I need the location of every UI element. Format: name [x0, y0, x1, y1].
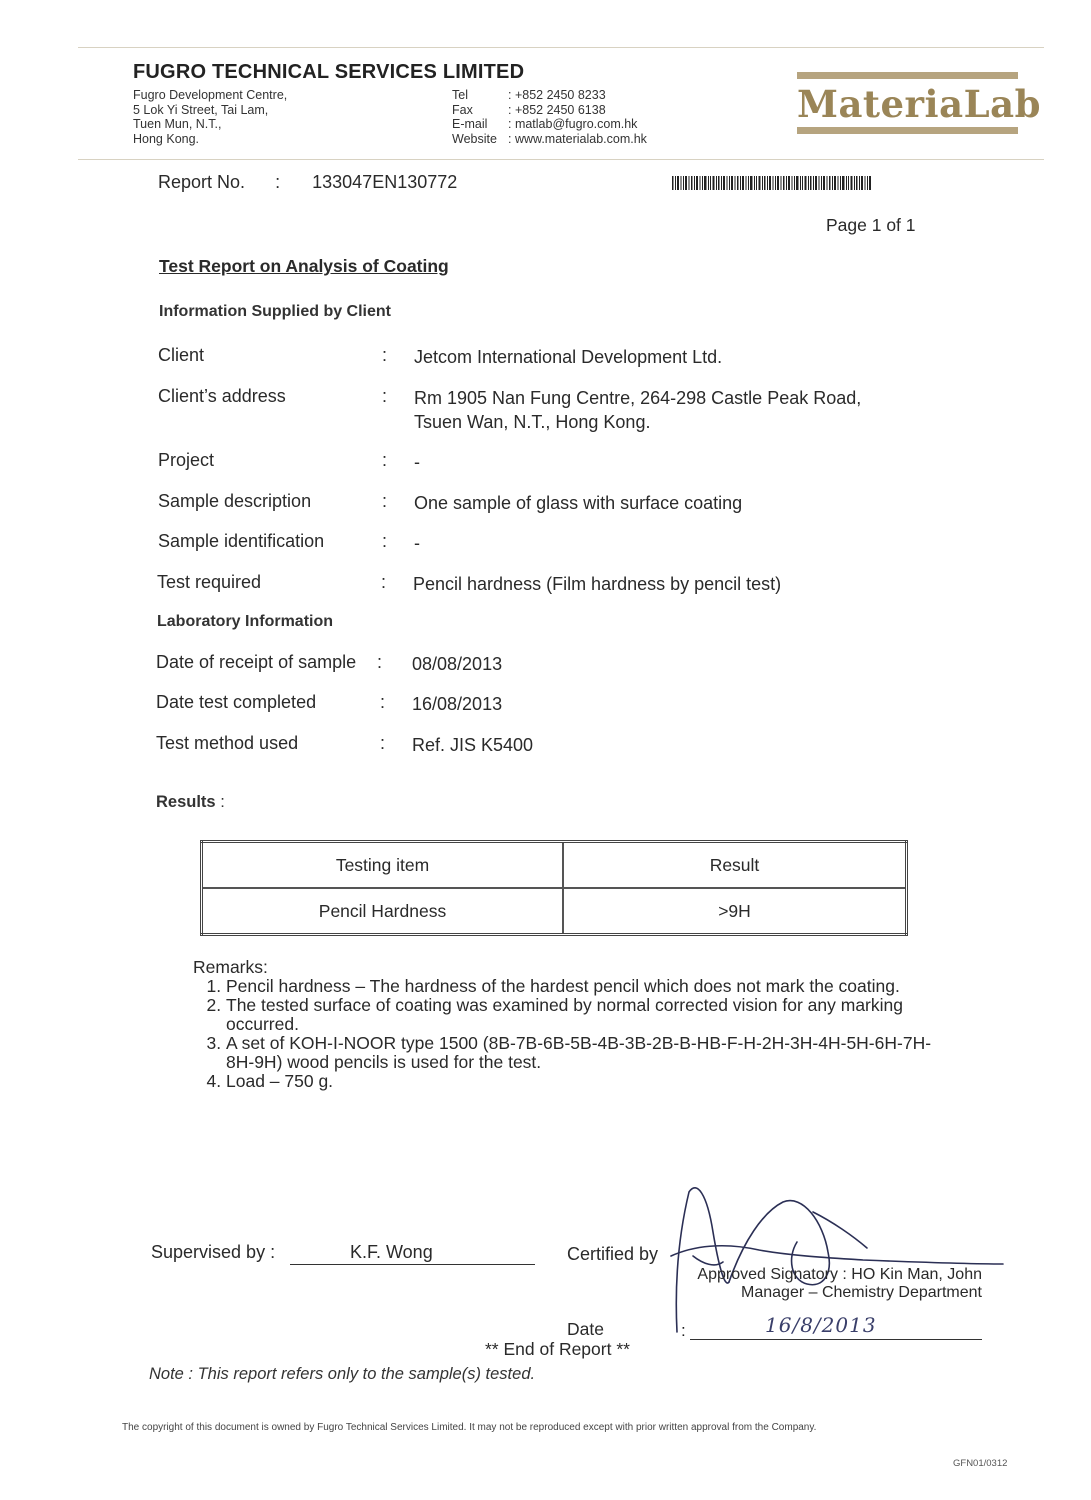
report-note: Note : This report refers only to the sample(s) tested.	[149, 1365, 536, 1383]
remark-item: 3. A set of KOH-I-NOOR type 1500 (8B-7B-6B-5B-4B-3B-2B-B-HB-F-H-2H-3H-4H-5H-6H-7H-8H-9H) wood pencils is used for the test.	[226, 1034, 956, 1072]
field-value: 16/08/2013	[412, 694, 503, 714]
page-number: Page 1 of 1	[826, 215, 916, 235]
contact-key: Tel	[452, 88, 468, 102]
table-cell: Pencil Hardness	[202, 888, 564, 935]
field-label: Test required	[157, 572, 262, 592]
field-label: Sample description	[158, 491, 312, 511]
field-value: Ref. JIS K5400	[412, 735, 534, 755]
field-label: Date of receipt of sample	[156, 652, 357, 672]
table-header-cell: Testing item	[202, 842, 564, 889]
address-line: Hong Kong.	[133, 131, 200, 146]
header-top-rule	[78, 47, 1044, 48]
signatory-title: Manager – Chemistry Department	[741, 1284, 982, 1301]
field-label: Project	[158, 450, 215, 470]
signatory-block	[672, 1266, 982, 1302]
field-value-line2: Tsuen Wan, N.T., Hong Kong.	[414, 412, 651, 432]
report-no-label: Report No.	[158, 172, 246, 192]
contact-value: : www.materialab.com.hk	[508, 131, 647, 146]
date-line	[690, 1339, 982, 1340]
field-colon: :	[381, 572, 387, 592]
field-colon: :	[382, 531, 388, 551]
field-value: Pencil hardness (Film hardness by pencil test)	[413, 574, 782, 594]
table-header-cell: Result	[563, 842, 907, 889]
field-value: Jetcom International Development Ltd.	[414, 347, 723, 367]
report-no-colon: :	[275, 172, 281, 192]
contact-value: : +852 2450 8233	[508, 88, 606, 102]
field-colon: :	[382, 491, 388, 511]
address-line: Fugro Development Centre,	[133, 88, 288, 102]
table-cell: >9H	[563, 888, 907, 935]
results-label: Results	[156, 793, 216, 811]
field-value: -	[414, 533, 420, 553]
field-label: Client	[158, 345, 205, 365]
header-bottom-rule	[78, 159, 1044, 160]
contact-value: : matlab@fugro.com.hk	[508, 117, 638, 131]
materialab-logo	[797, 72, 1041, 134]
results-label-colon: :	[215, 793, 225, 811]
date-colon: :	[681, 1321, 686, 1340]
contact-key: Fax	[452, 102, 473, 117]
logo-top-bar	[797, 72, 1018, 79]
remark-item: 1. Pencil hardness – The hardness of the hardest pencil which does not mark the coating.	[226, 977, 986, 996]
certified-by-label: Certified by	[567, 1244, 659, 1264]
report-title: Test Report on Analysis of Coating	[159, 256, 449, 276]
field-colon: :	[380, 692, 386, 712]
field-value: One sample of glass with surface coating	[414, 493, 743, 513]
end-of-report: ** End of Report **	[485, 1339, 630, 1359]
logo-text: MateriaLab	[797, 82, 1041, 126]
date-label: Date	[567, 1319, 604, 1339]
report-number-row	[158, 172, 457, 193]
address-line: Tuen Mun, N.T.,	[133, 117, 222, 131]
field-colon: :	[382, 345, 388, 365]
company-address	[133, 88, 287, 146]
field-label: Sample identification	[158, 531, 325, 551]
remark-item: 2. The tested surface of coating was examined by normal corrected vision for any marking occurred.	[226, 996, 916, 1034]
contact-value: : +852 2450 6138	[508, 102, 606, 117]
address-line: 5 Lok Yi Street, Tai Lam,	[133, 102, 269, 117]
contact-key: E-mail	[452, 117, 488, 131]
remarks	[193, 958, 993, 1091]
date-handwritten: 16/8/2013	[765, 1313, 877, 1337]
signatory-name: Approved Signatory : HO Kin Man, John	[697, 1266, 982, 1283]
field-colon: :	[382, 386, 388, 406]
report-no-value: 133047EN130772	[312, 172, 458, 192]
form-code: GFN01/0312	[953, 1458, 1008, 1469]
company-contact	[452, 88, 647, 146]
field-colon: :	[380, 733, 386, 753]
results-heading	[156, 793, 225, 812]
supervised-by-label: Supervised by :	[151, 1242, 276, 1262]
field-value: Rm 1905 Nan Fung Centre, 264-298 Castle Peak Road,	[414, 388, 862, 408]
supervised-by-name: K.F. Wong	[350, 1242, 433, 1262]
supervised-by-line	[290, 1264, 535, 1265]
field-label: Client’s address	[158, 386, 286, 406]
company-name: FUGRO TECHNICAL SERVICES LIMITED	[133, 61, 525, 83]
remarks-heading: Remarks:	[193, 957, 268, 977]
copyright-notice: The copyright of this document is owned by Fugro Technical Services Limited. It may not be reproduced except with prior written approval from the Company.	[122, 1422, 817, 1433]
lab-section-heading: Laboratory Information	[157, 613, 334, 630]
field-value: 08/08/2013	[412, 654, 503, 674]
field-colon: :	[382, 450, 388, 470]
table-row	[202, 888, 907, 935]
field-label: Test method used	[156, 733, 299, 753]
field-colon: :	[377, 652, 383, 672]
results-table	[200, 840, 908, 936]
client-section-heading: Information Supplied by Client	[159, 303, 391, 320]
contact-key: Website	[452, 131, 497, 146]
table-header-row	[202, 842, 907, 889]
field-value: -	[414, 452, 420, 472]
logo-bottom-bar	[797, 127, 1018, 134]
remark-item: 4. Load – 750 g.	[226, 1072, 986, 1091]
barcode-icon	[672, 176, 872, 190]
field-label: Date test completed	[156, 692, 317, 712]
